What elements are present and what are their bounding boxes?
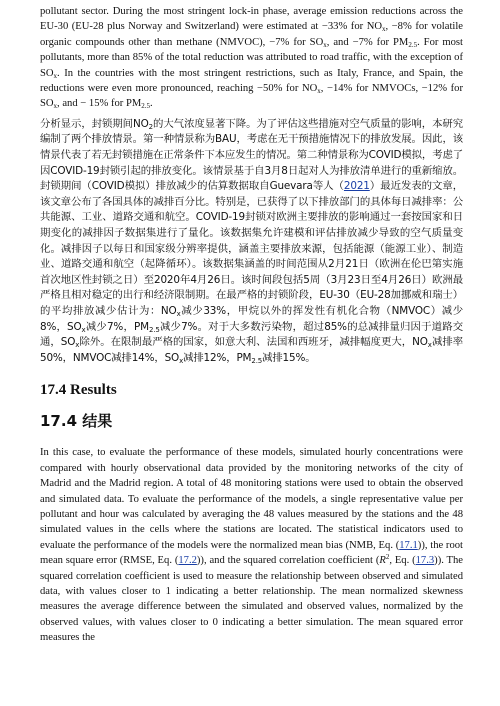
document-page <box>40 4 463 646</box>
text-run: )). The squared correlation coefficient is used to measure the relationship between observed and simulated data, with values closer to 1 indicating a better relationship. The mean normalized skewness measures the average difference between the simulated and observed values, normalized by the observed values, with values closer to 0 indicating a better simulation. The mean squared error measures the <box>40 555 463 644</box>
subscript: x <box>317 87 321 96</box>
text-run: 减少33%，甲烷以外的挥发性有机化合物（NMVOC）减少8%，SO <box>40 304 463 333</box>
subscript: x <box>427 341 432 350</box>
text-run: . <box>150 98 153 110</box>
subscript: x <box>81 325 86 334</box>
subscript: 2.5 <box>251 356 263 365</box>
text-run: , −8% for volatile organic compounds other than methane (NMVOC), −7% for SO <box>40 21 463 48</box>
text-run: 分析显示，封锁期间NO <box>40 117 149 130</box>
equation-link-17-1[interactable]: 17.1 <box>399 539 418 551</box>
subscript: 2.5 <box>408 40 418 49</box>
subscript: 2.5 <box>148 325 160 334</box>
text-run: 减排率50%，NMVOC减排14%，SO <box>40 336 463 364</box>
subscript: x <box>75 341 80 350</box>
text-run: 减排12%，PM <box>183 351 252 364</box>
subscript: x <box>382 25 386 34</box>
equation-link-17-3[interactable]: 17.3 <box>415 555 435 567</box>
text-run: 减排15%。 <box>262 351 316 364</box>
text-run: . For most pollutants, more than 85% of the total reduction was attributed to road traffic, with the exception of SO <box>40 36 463 79</box>
paragraph-en-emission-reductions <box>40 4 463 112</box>
text-run: )), the root mean square error (RMSE, Eq. ( <box>40 539 463 567</box>
text-run: 减少7%。对于大多数污染物，超过85%的总减排量归因于道路交通，SO <box>40 320 463 349</box>
subscript: x <box>53 71 58 80</box>
text-run: 的大气浓度显著下降。为了评估这些措施对空气质量的影响，本研究编制了两个排放情景。第一种情景称为BAU，考虑在无干预措施情况下的排放发展。因此，该情景代表了若无封锁措施在正常条件下本应发生的情况。第二种情景称为COVID模拟，考虑了因COVID-19封锁引起的排放变化。该情景基于自3月8日起对人为排放清单进行的重新缩放。封锁期间（COVID模拟）排放减少的估算数据取自Guevara等人（ <box>40 117 463 193</box>
text-run: )), and the squared correlation coefficient ( <box>196 555 380 567</box>
text-run: , and −7% for PM <box>326 36 409 48</box>
citation-link[interactable]: 2021 <box>343 180 370 193</box>
text-run: 减少7%，PM <box>85 320 149 333</box>
math-symbol: R <box>379 555 386 567</box>
section-heading-en: 17.4 Results <box>40 382 117 399</box>
text-run: , Eq. ( <box>389 555 416 567</box>
subscript: x <box>53 102 58 111</box>
paragraph-zh-emission-scenarios <box>40 117 463 367</box>
subscript: x <box>176 309 181 318</box>
text-run: 除外。在限制最严格的国家，如意大利、法国和西班牙，减排幅度更大，NO <box>79 336 428 349</box>
text-run: , −14% for NMVOCs, −12% for SO <box>40 83 463 110</box>
text-run: In this case, to evaluate the performance of these models, simulated hourly concentrations were compared with hourly observational data provided by the monitoring networks of the city of Madrid and the Madrid region. A total of 48 monitoring stations were used to obtain the observed and simulated data. To evaluate the performance of the models, a single representative value per pollutant and hour was calculated by averaging the 48 values measured by the stations and the 48 simulated values in the cells where the stations are located. The statistical indicators used to evaluate the performance of the models were the normalized mean bias (NMB, Eq. ( <box>40 447 463 551</box>
text-run: ）最近发表的文章，该文章公布了各国具体的减排百分比。特别是，已获得了以下排放部门的具体每日减排率：公共能源、工业、道路交通和航空。COVID-19封锁对欧洲主要排放的影响通过一套按国家和日期变化的减排因子数据集进行了量化。该数据集允许建模和评估排放减少导致的空气质量变化。减排因子以每日和国家级分辨率提供，涵盖主要排放来源，包括能源（能源工业）、制造业、道路交通和航空（起降循环）。该数据集涵盖的时间范围从2月21日（欧洲在伦巴第实施首次地区性封锁之日）至2020年4月26日。该时间段包括5周（3月23日至4月26日）欧洲最严格且相对稳定的出行和经济限制期。在最严格的封锁阶段，EU-30（EU-28加挪威和瑞士）的平均排放减少估计为：NO <box>40 180 463 317</box>
text-run: pollutant sector. During the most stringent lock-in phase, average emission reductions across the EU-30 (EU-28 plus Norway and Switzerland) were estimated at −33% for NO <box>40 6 463 33</box>
subscript: 2 <box>148 122 153 131</box>
text-run: , and − 15% for PM <box>57 98 142 110</box>
text-run: . In the countries with the most stringent restrictions, such as Italy, France, and Spain, the reductions were even more pronounced, reaching −50% for NO <box>40 67 463 95</box>
paragraph-en-results <box>40 445 463 645</box>
subscript: 2.5 <box>141 102 151 111</box>
subscript: x <box>323 40 327 49</box>
equation-link-17-2[interactable]: 17.2 <box>178 555 197 567</box>
superscript: 2 <box>385 553 390 562</box>
section-heading-zh: 17.4 结果 <box>40 412 113 431</box>
subscript: x <box>179 356 184 365</box>
